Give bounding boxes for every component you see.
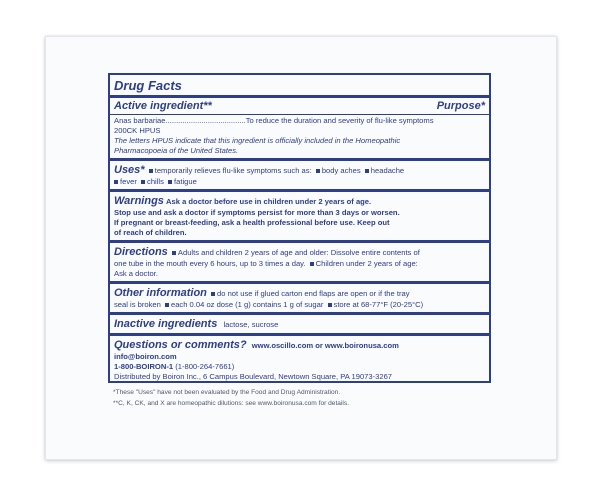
active-ingredient-heading: Active ingredient** [114,100,212,112]
warnings-stop-use: Stop use and ask a doctor if symptoms persist for more than 3 days or worsen. [114,208,400,217]
inactive-ingredients-section [110,315,489,333]
uses-item: headache [370,166,405,175]
questions-phone-number: (1-800-264-7661) [175,362,235,371]
warnings-keep-out-b: of reach of children. [114,228,187,237]
other-line-1: do not use if glued carton end flaps are open or if the tray [217,289,410,298]
ingredient-strength: 200CK HPUS [114,126,161,135]
footnote-2: **C, K, CK, and X are homeopathic dilutions: see www.boironusa.com for details. [113,400,350,407]
other-line-2c: store at 68-77°F (20-25°C) [333,300,424,309]
ingredient-dots: ...................................... [165,116,246,125]
uses-item: fever [120,177,137,186]
uses-heading: Uses* [114,164,145,176]
warnings-ask-doctor: Ask a doctor before use in children under 2 years of age. [166,197,372,206]
distributor-line: Distributed by Boiron Inc., 6 Campus Boulevard, Newtown Square, PA 19073-3267 [114,372,393,381]
warnings-keep-out-a: Keep out [357,218,390,227]
warnings-section [110,192,489,240]
other-information-heading: Other information [114,287,207,299]
warnings-pregnant: If pregnant or breast-feeding, ask a health professional before use. [114,218,355,227]
purpose-text: To reduce the duration and severity of flu-like symptoms [245,116,434,125]
footnote-1: *These "Uses" have not been evaluated by the Food and Drug Administration. [113,389,341,396]
uses-item: body aches [321,166,361,175]
directions-line-1: Adults and children 2 years of age and older: Dissolve entire contents of [177,248,420,257]
drug-facts-title: Drug Facts [114,78,182,93]
directions-heading: Directions [114,246,168,258]
directions-section [110,243,489,281]
other-line-2b: each 0.04 oz dose (1 g) contains 1 g of sugar [170,300,324,309]
questions-phone-bold: 1-800-BOIRON-1 [114,362,174,371]
warnings-heading: Warnings [114,195,164,207]
directions-line-3: Ask a doctor. [114,269,158,278]
other-information-section [110,284,489,312]
uses-intro: temporarily relieves flu-like symptoms such as: [154,166,312,175]
directions-line-2a: one tube in the mouth every 6 hours, up to 3 times a day. [114,259,306,268]
questions-websites: www.oscillo.com or www.boironusa.com [251,341,399,350]
inactive-ingredients-heading: Inactive ingredients [114,318,218,330]
ingredient-name: Anas barbariae [114,116,166,125]
other-line-2a: seal is broken [114,300,161,309]
hpus-note-line-1: The letters HPUS indicate that this ingredient is officially included in the Homeopathic [114,136,401,145]
active-ingredient-section [110,98,489,158]
questions-section [110,336,489,384]
drug-facts-panel [108,73,491,383]
uses-section [110,161,489,189]
uses-item: chills [147,177,164,186]
uses-item: fatigue [174,177,197,186]
directions-line-2b: Children under 2 years of age: [315,259,418,268]
inactive-ingredients-text: lactose, sucrose [223,320,279,329]
questions-email: info@boiron.com [114,352,177,361]
purpose-heading: Purpose* [436,100,485,112]
footnotes [113,387,493,409]
questions-heading: Questions or comments? [114,339,247,351]
hpus-note-line-2: Pharmacopoeia of the United States. [114,146,239,155]
